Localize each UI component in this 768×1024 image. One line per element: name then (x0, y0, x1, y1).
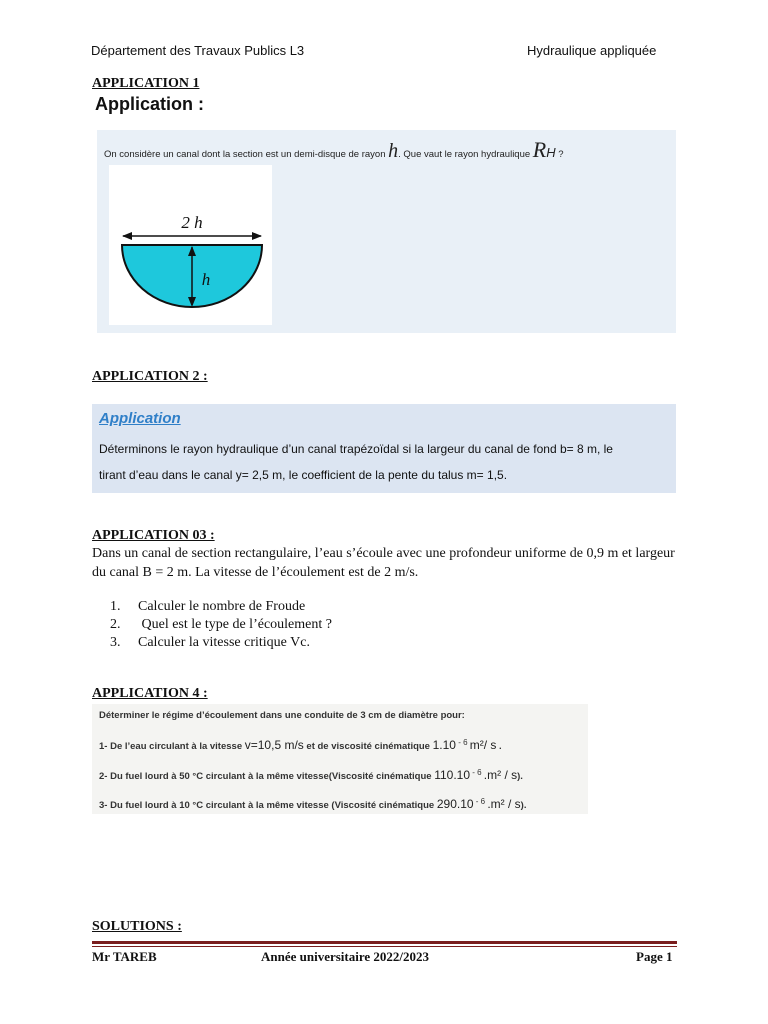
footer-author: Mr TAREB (92, 949, 157, 964)
list-item-text: Calculer la vitesse critique Vc. (138, 635, 310, 650)
application-4-item-3 (99, 797, 526, 811)
application-1-question (104, 137, 564, 163)
item-1-text: 1- De l’eau circulant à la vitesse (99, 741, 245, 753)
item-3-end: ). (520, 800, 527, 812)
application-1-heading: Application : (95, 94, 204, 114)
width-arrow-right (252, 232, 262, 240)
width-label: 2 h (181, 213, 203, 232)
application-2-title-text: APPLICATION 2 : (92, 369, 208, 384)
item-1-velocity: v=10,5 m/s (244, 738, 304, 753)
question-mark: ? (555, 149, 564, 160)
list-item-text: Quel est le type de l’écoulement ? (138, 617, 332, 632)
header-course: Hydraulique appliquée (527, 43, 657, 58)
application-2-heading: Application (99, 410, 181, 427)
application-3-questions (110, 598, 332, 652)
footer-rule-thick (92, 941, 677, 944)
list-item-text: Calculer le nombre de Froude (138, 599, 306, 614)
question-text-middle: . Que vaut le rayon hydraulique (398, 149, 533, 160)
item-3-unit: .m² / s (487, 797, 521, 812)
item-1-text-2: et de viscosité cinématique (303, 741, 433, 753)
item-2-end: ). (517, 771, 523, 783)
application-2-title (92, 369, 208, 385)
application-2-line-1: Déterminons le rayon hydraulique d’un canal trapézoïdal si la largeur du canal de fond b= 8 m, le (99, 442, 613, 456)
item-3-viscosity: 290.10 (436, 797, 474, 812)
radius-symbol: h (388, 140, 399, 162)
hydraulic-radius-subscript: H (546, 145, 556, 160)
depth-label: h (201, 270, 211, 289)
item-1-end: . (496, 741, 502, 753)
footer-rule-thin (92, 946, 677, 947)
application-3-statement: Dans un canal de section rectangulaire, l’eau s’écoule avec une profondeur uniforme de 0,9 m et largeur du canal B = 2 m. La vitesse de l’écoulement est de 2 m/s. (92, 546, 675, 580)
application-4-title-text: APPLICATION 4 : (92, 686, 208, 701)
list-item (110, 616, 332, 634)
list-item-number: 3. (110, 635, 121, 650)
application-4-item-2 (99, 768, 523, 782)
half-disk-svg (109, 165, 272, 325)
width-arrow-left (122, 232, 132, 240)
item-3-text: 3- Du fuel lourd à 10 °C circulant à la même vitesse (Viscosité cinématique (99, 800, 437, 812)
list-item (110, 598, 332, 616)
application-3-title: APPLICATION 03 : (92, 528, 215, 543)
item-3-exponent: - 6 (473, 797, 488, 806)
footer-academic-year: Année universitaire 2022/2023 (261, 949, 430, 964)
application-4-title (92, 686, 208, 702)
item-2-text: 2- Du fuel lourd à 50 °C circulant à la même vitesse(Viscosité cinématique (99, 771, 435, 783)
half-disk-figure (109, 165, 272, 325)
list-item-number: 1. (110, 599, 121, 614)
list-item (110, 634, 332, 652)
item-1-exponent: - 6 (455, 738, 470, 747)
application-4-intro: Déterminer le régime d’écoulement dans une conduite de 3 cm de diamètre pour: (99, 710, 465, 721)
item-1-viscosity: 1.10 (432, 738, 456, 753)
item-2-unit: .m² / s (483, 768, 518, 783)
item-1-unit: m²/ s (469, 738, 497, 753)
header-department: Département des Travaux Publics L3 (91, 43, 305, 58)
application-2-line-2: tirant d’eau dans le canal y= 2,5 m, le coefficient de la pente du talus m= 1,5. (99, 468, 508, 482)
item-2-exponent: - 6 (470, 768, 484, 777)
item-2-viscosity: 110.10 (434, 768, 471, 783)
list-item-number: 2. (110, 617, 121, 632)
application-1-title: APPLICATION 1 (92, 76, 200, 91)
solutions-title: SOLUTIONS : (92, 919, 182, 934)
hydraulic-radius-symbol: R (532, 137, 547, 162)
footer-page-number: Page 1 (636, 949, 673, 964)
question-text-start: On considère un canal dont la section est un demi-disque de rayon (104, 149, 389, 160)
application-4-item-1 (99, 738, 502, 752)
